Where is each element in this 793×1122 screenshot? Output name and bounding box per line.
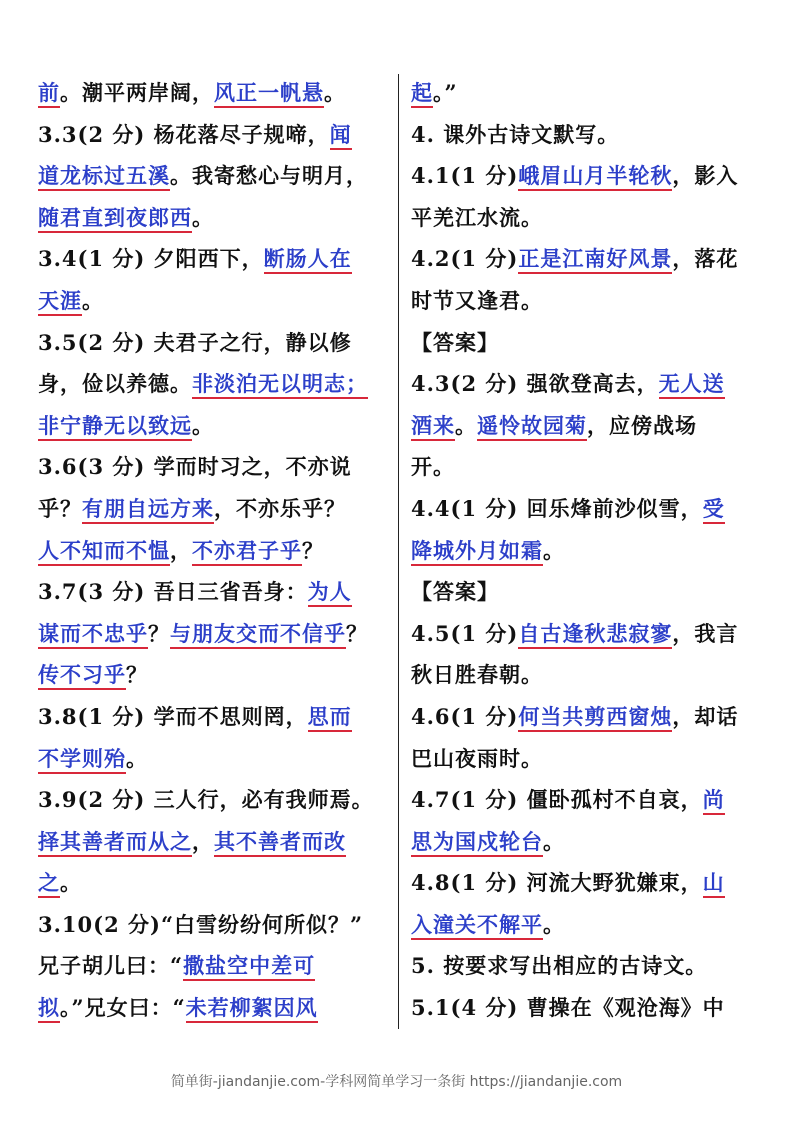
text-line [411, 945, 761, 987]
question-text: 3.8(1 分) 学而不思则罔， [38, 703, 308, 729]
question-text: ，影入 [672, 163, 739, 189]
answer-text: 道龙标过五溪 [38, 163, 170, 191]
answer-text: 降城外月如霜 [411, 538, 543, 566]
question-text: 3.6(3 分) 学而时习之，不亦说 [38, 454, 352, 480]
text-line [38, 821, 390, 863]
question-text: 乎？ [38, 495, 82, 521]
question-text: 。 [126, 745, 148, 771]
question-text: 。潮平两岸阔， [60, 80, 214, 105]
question-text: 【答案】 [411, 329, 499, 355]
text-line [411, 446, 761, 488]
question-text: 3.5(2 分) 夫君子之行，静以修 [38, 329, 352, 355]
answer-text: 不学则殆 [38, 746, 126, 774]
text-line [38, 446, 390, 488]
text-line [38, 488, 390, 530]
text-line [411, 862, 761, 904]
answer-text: 遥怜故园菊 [477, 413, 587, 441]
answer-text: 谋而不忠乎 [38, 621, 148, 649]
question-text: 4. 课外古诗文默写。 [411, 121, 620, 147]
question-text: ，不亦乐乎？ [214, 495, 346, 521]
answer-text: 自古逢秋悲寂寥 [518, 621, 672, 649]
answer-text: 思为国戍轮台 [411, 829, 543, 857]
answer-text: 无人送 [659, 371, 725, 399]
right-column [411, 72, 761, 1029]
text-line [38, 945, 390, 987]
answer-text: 酒来 [411, 413, 455, 441]
question-text: 5. 按要求写出相应的古诗文。 [411, 953, 708, 979]
text-line [38, 738, 390, 780]
answer-text: 闻 [330, 122, 352, 150]
answer-text: 择其善者而从之 [38, 829, 192, 857]
answer-text: 人不知而不愠 [38, 538, 170, 566]
text-line [38, 696, 390, 738]
question-text: 4.1(1 分) [411, 163, 519, 189]
answer-text: 思而 [308, 704, 352, 732]
question-text: 4.8(1 分) 河流大野犹嫌束， [411, 870, 703, 896]
page-footer: 简单街-jiandanjie.com-学科网简单学习一条街 https://jiandanjie.com [170, 1074, 623, 1090]
text-line [411, 72, 761, 114]
answer-text: 何当共剪西窗烛 [518, 704, 672, 732]
text-line [38, 613, 390, 655]
question-text: 。 [543, 828, 565, 854]
text-line [38, 571, 390, 613]
text-line [411, 322, 761, 364]
text-line [411, 779, 761, 821]
text-line [38, 72, 390, 114]
left-column [38, 72, 390, 1029]
column-divider [398, 74, 399, 1029]
text-line [411, 613, 761, 655]
text-line [411, 155, 761, 197]
answer-text: 前 [38, 80, 60, 108]
question-text: 。” [433, 80, 458, 105]
text-line [38, 862, 390, 904]
question-text: 。 [192, 204, 214, 230]
question-text: 4.2(1 分) [411, 246, 519, 272]
text-line [411, 571, 761, 613]
text-line [38, 280, 390, 322]
text-line [411, 654, 761, 696]
question-text: 。 [324, 80, 346, 105]
answer-text: 拟 [38, 995, 60, 1023]
question-text: 。 [192, 412, 214, 438]
question-text: 。 [60, 870, 82, 896]
question-text: ，应傍战场 [587, 412, 697, 438]
answer-text: 未若柳絮因风 [186, 995, 318, 1023]
question-text: 【答案】 [411, 579, 499, 605]
question-text: 。”兄女曰：“ [60, 995, 186, 1021]
question-text: 4.6(1 分) [411, 703, 519, 729]
answer-text: 之 [38, 870, 60, 898]
question-text: 3.10(2 分)“白雪纷纷何所似？” [38, 911, 364, 937]
question-text: ，落花 [672, 246, 739, 272]
answer-text: 非淡泊无以明志； [192, 371, 368, 399]
answer-text: 有朋自远方来 [82, 496, 214, 524]
text-line [411, 405, 761, 447]
answer-text: 风正一帆悬 [214, 80, 324, 108]
text-line [38, 530, 390, 572]
question-text: ，却话 [672, 703, 739, 729]
text-line [38, 114, 390, 156]
question-text: 秋日胜春朝。 [411, 662, 543, 688]
answer-text: 山 [703, 870, 725, 898]
text-line [38, 322, 390, 364]
question-text: 身，俭以养德。 [38, 371, 192, 397]
answer-text: 非宁静无以致远 [38, 413, 192, 441]
question-text: 4.5(1 分) [411, 620, 519, 646]
answer-text: 天涯 [38, 288, 82, 316]
text-line [38, 197, 390, 239]
text-line [411, 821, 761, 863]
question-text: ， [192, 828, 214, 854]
answer-text: 撒盐空中差可 [183, 953, 315, 981]
answer-text: 受 [703, 496, 725, 524]
question-text: 3.3(2 分) 杨花落尽子规啼， [38, 121, 330, 147]
text-line [38, 155, 390, 197]
answer-text: 正是江南好风景 [518, 246, 672, 274]
text-line [38, 238, 390, 280]
question-text: 。我寄愁心与明月， [170, 163, 368, 189]
answer-text: 尚 [703, 787, 725, 815]
text-line [38, 779, 390, 821]
question-text: 开。 [411, 454, 455, 480]
question-text: 4.4(1 分) 回乐烽前沙似雪， [411, 495, 703, 521]
question-text: 兄子胡儿曰：“ [38, 953, 184, 979]
question-text: 。 [82, 287, 104, 313]
answer-text: 传不习乎 [38, 662, 126, 690]
question-text: 4.3(2 分) 强欲登高去， [411, 371, 659, 397]
text-line [38, 363, 390, 405]
question-text: ？ [302, 537, 324, 563]
question-text: 3.9(2 分) 三人行，必有我师焉。 [38, 787, 374, 813]
question-text: ，我言 [672, 620, 739, 646]
question-text: 。 [543, 537, 565, 563]
question-text: 巴山夜雨时。 [411, 745, 543, 771]
answer-text: 为人 [308, 579, 352, 607]
text-line [411, 696, 761, 738]
text-line [411, 363, 761, 405]
question-text: 时节又逢君。 [411, 287, 543, 313]
question-text: ， [170, 537, 192, 563]
text-line [411, 197, 761, 239]
answer-text: 断肠人在 [264, 246, 352, 274]
question-text: 平羌江水流。 [411, 204, 543, 230]
answer-text: 其不善者而改 [214, 829, 346, 857]
question-text: 3.4(1 分) 夕阳西下， [38, 246, 264, 272]
answer-text: 随君直到夜郎西 [38, 205, 192, 233]
text-line [411, 238, 761, 280]
answer-text: 入潼关不解平 [411, 912, 543, 940]
text-line [411, 488, 761, 530]
answer-text: 起 [411, 80, 433, 108]
question-text: 4.7(1 分) 僵卧孤村不自哀， [411, 787, 703, 813]
text-line [411, 280, 761, 322]
text-line [411, 114, 761, 156]
question-text: ？ [346, 620, 368, 646]
text-line [38, 405, 390, 447]
question-text: 5.1(4 分) 曹操在《观沧海》中 [411, 995, 725, 1021]
text-line [38, 987, 390, 1029]
question-text: 。 [455, 412, 477, 438]
question-text: ？ [148, 620, 170, 646]
answer-text: 与朋友交而不信乎 [170, 621, 346, 649]
text-line [38, 904, 390, 946]
text-line [411, 987, 761, 1029]
question-text: ？ [126, 662, 148, 688]
answer-text: 不亦君子乎 [192, 538, 302, 566]
question-text: 。 [543, 911, 565, 937]
question-text: 3.7(3 分) 吾日三省吾身： [38, 579, 308, 605]
answer-text: 峨眉山月半轮秋 [518, 163, 672, 191]
text-line [38, 654, 390, 696]
text-line [411, 904, 761, 946]
text-line [411, 530, 761, 572]
text-line [411, 738, 761, 780]
